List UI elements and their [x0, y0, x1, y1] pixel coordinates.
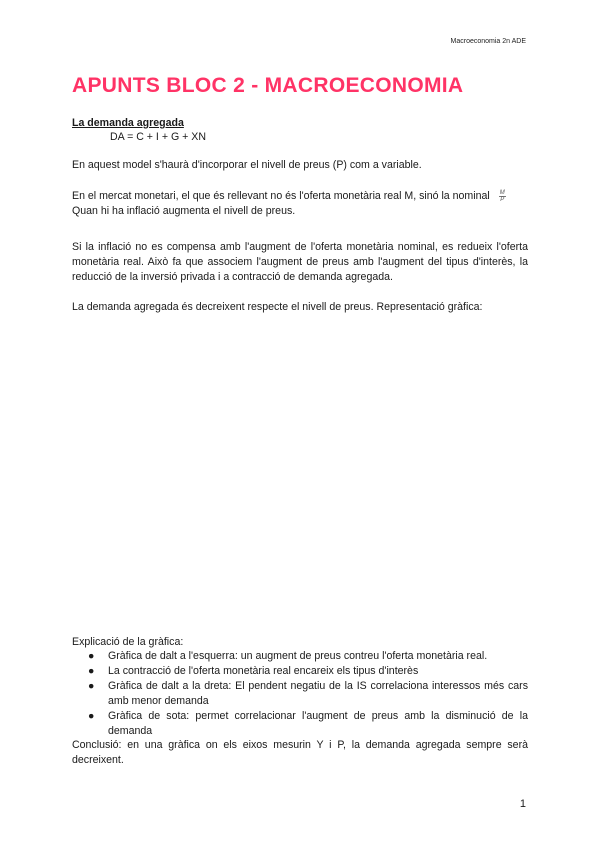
list-item-text: Gràfica de dalt a l'esquerra: un augment de preus contreu l'oferta monetària real.	[108, 650, 488, 662]
paragraph-graph-intro: La demanda agregada és decreixent respecte el nivell de preus. Representació gràfica:	[72, 301, 483, 313]
page-number: 1	[519, 798, 526, 810]
fraction-denominator: P	[500, 196, 505, 203]
explanation-list	[72, 649, 528, 739]
section-heading: La demanda agregada	[72, 117, 184, 129]
bullet-icon: ●	[88, 710, 95, 722]
list-item-text: La contracció de l'oferta monetària real encareix els tipus d'interès	[108, 665, 419, 677]
paragraph-money-market	[72, 189, 528, 219]
list-item	[72, 664, 528, 679]
paragraph-price-level: En aquest model s'haurà d'incorporar el nivell de preus (P) com a variable.	[72, 159, 422, 171]
aggregate-demand-formula: DA = C + I + G + XN	[110, 131, 206, 143]
list-item	[72, 649, 528, 664]
paragraph-inflation: Si la inflació no es compensa amb l'augment de l'oferta monetària nominal, es redueix l'oferta monetària real. Això fa que associem l'augment de preus amb l'augment del tipus d'interès, la reducció de la inversió privada i a contracció de demanda agregada.	[72, 241, 528, 283]
fraction-numerator: M	[499, 189, 505, 196]
document-title: APUNTS BLOC 2 - MACROECONOMIA	[72, 74, 464, 97]
bullet-icon: ●	[88, 665, 95, 677]
paragraph-money-market-line2: Quan hi ha inflació augmenta el nivell de preus.	[72, 205, 296, 217]
conclusion-paragraph: Conclusió: en una gràfica on els eixos mesurin Y i P, la demanda agregada sempre serà decreixent.	[72, 739, 528, 766]
paragraph-money-market-line1: En el mercat monetari, el que és rellevant no és l'oferta monetària real M, sinó la nominal	[72, 190, 490, 202]
real-money-fraction	[499, 190, 506, 203]
bullet-icon: ●	[88, 680, 95, 692]
bullet-icon: ●	[88, 650, 95, 662]
list-item	[72, 709, 528, 739]
list-item	[72, 679, 528, 709]
list-item-text: Gràfica de dalt a la dreta: El pendent negatiu de la IS correlaciona interessos més cars amb menor demanda	[108, 680, 528, 707]
document-header-note: Macroeconomia 2n ADE	[450, 38, 526, 45]
list-item-text: Gràfica de sota: permet correlacionar l'augment de preus amb la disminució de la demanda	[108, 710, 528, 737]
explanation-heading: Explicació de la gràfica:	[72, 636, 184, 648]
